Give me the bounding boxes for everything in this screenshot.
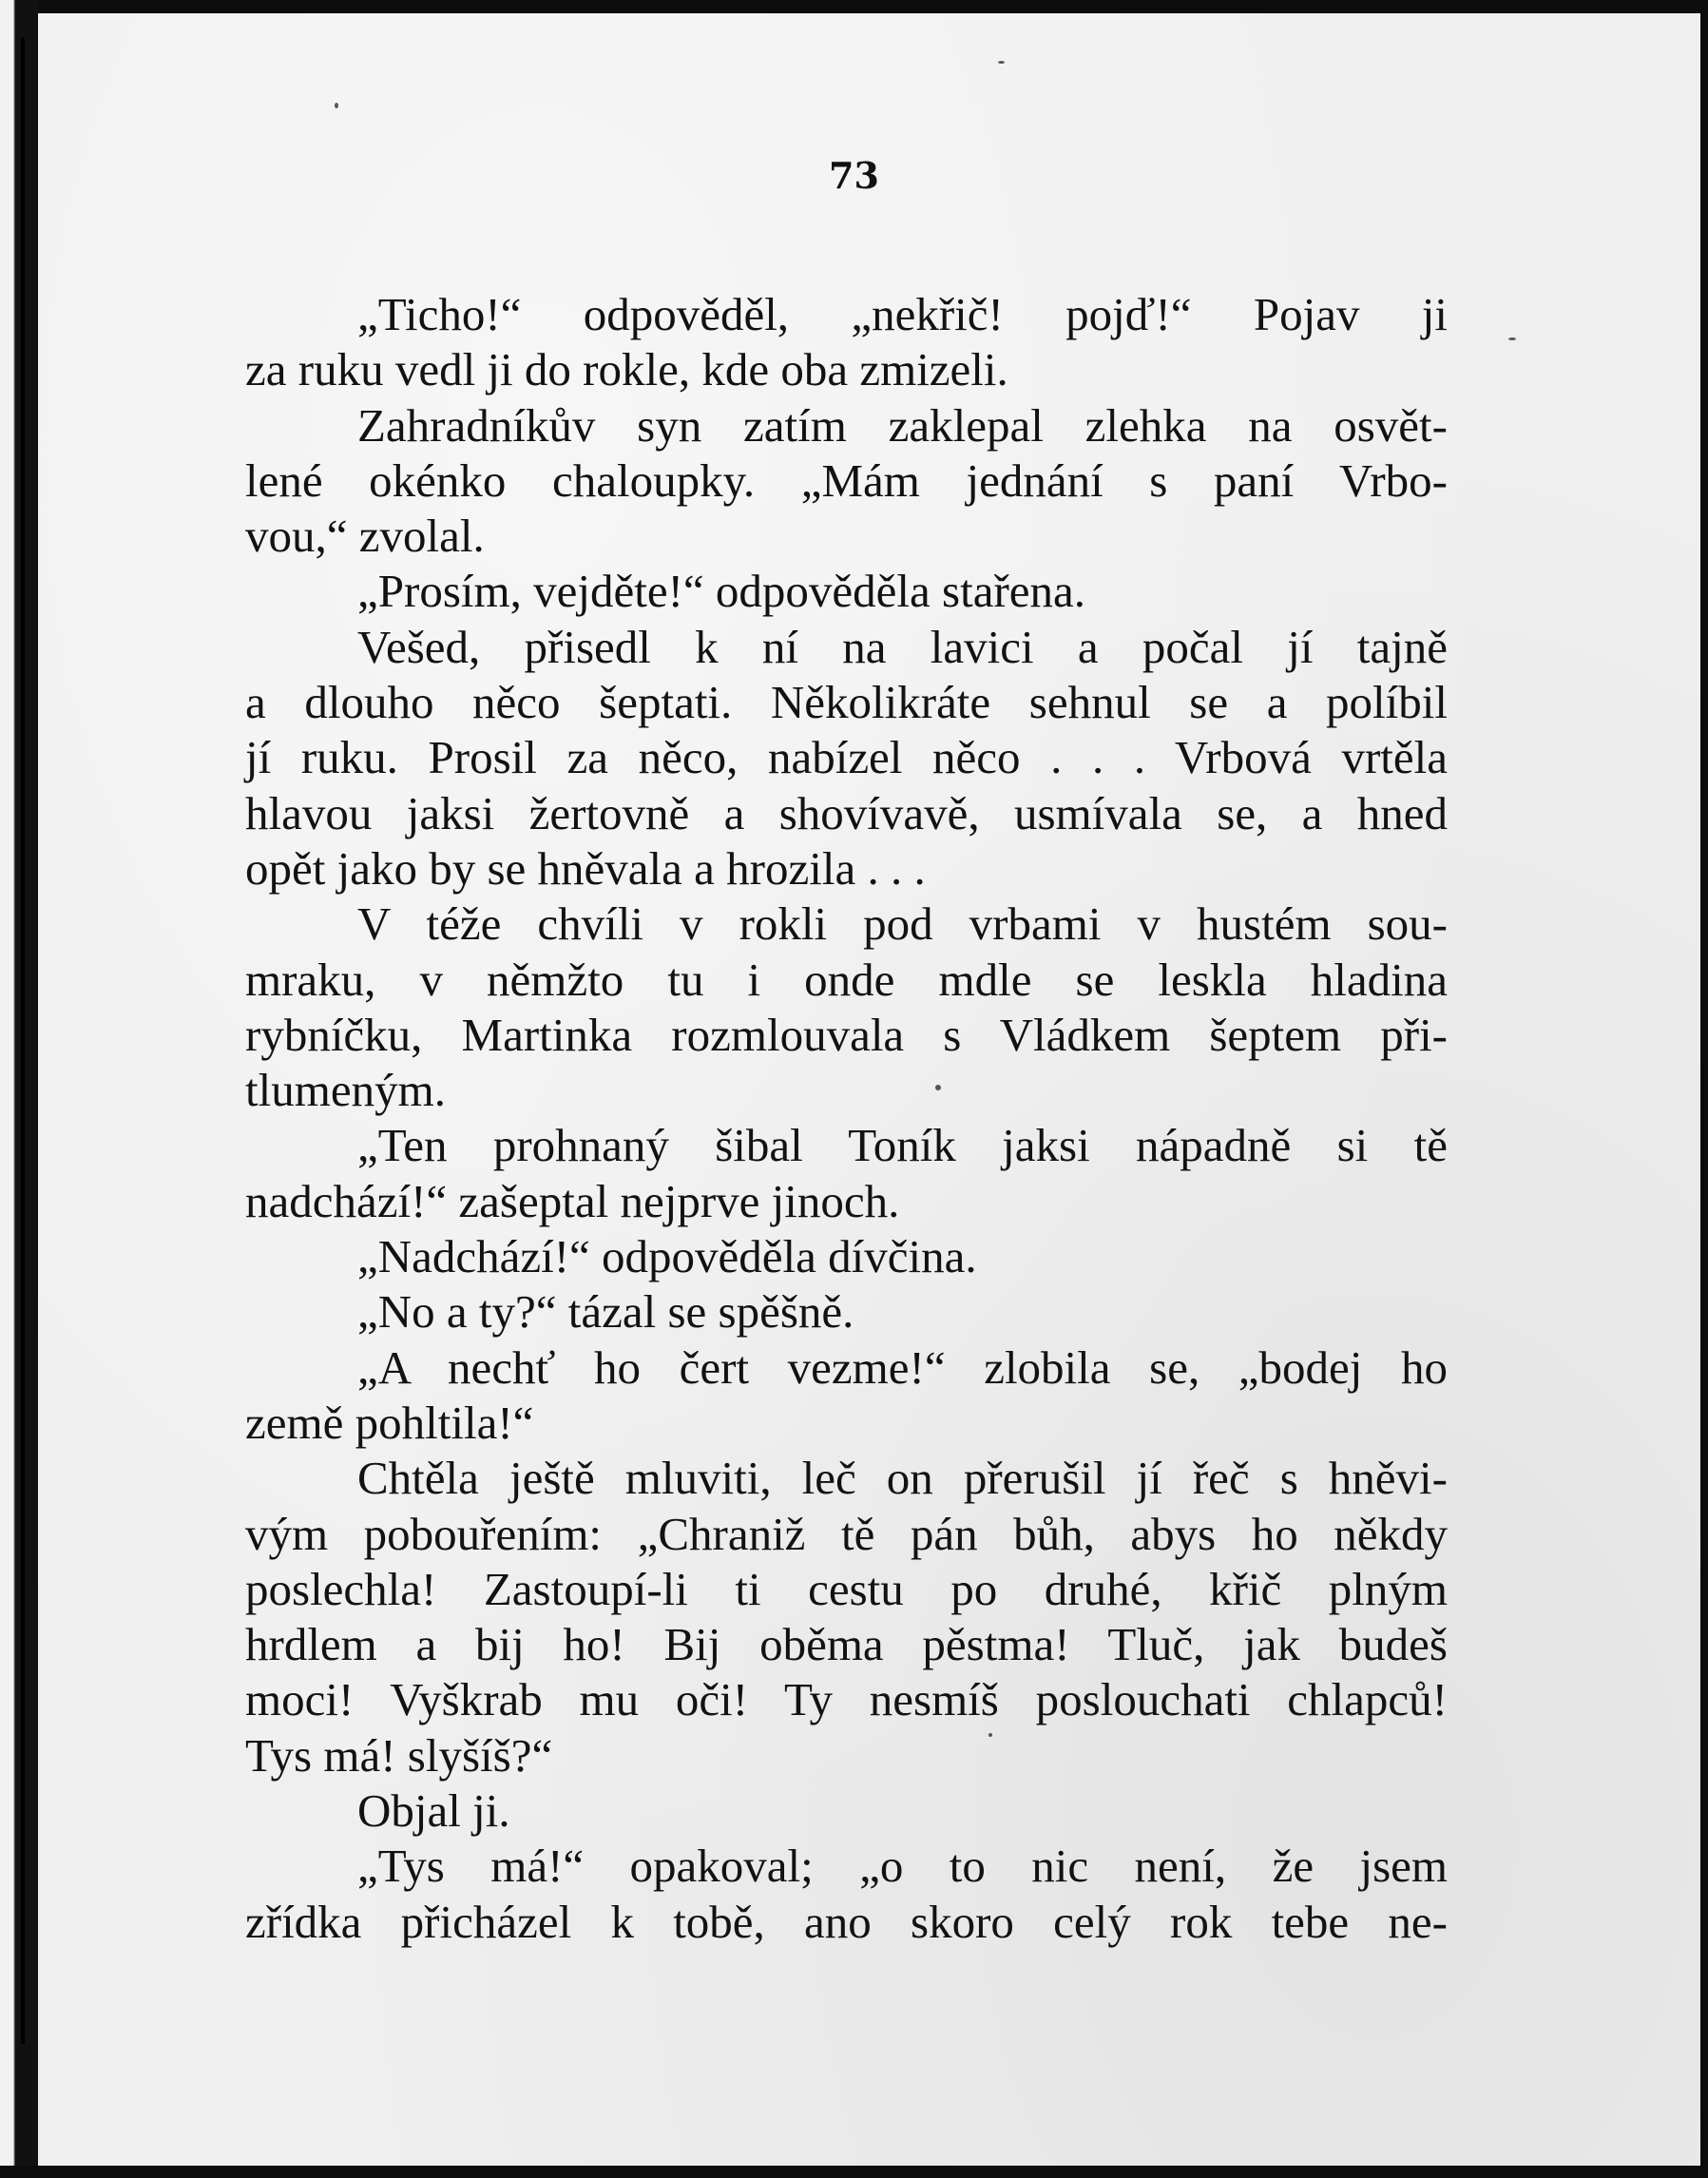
text-line: Tys má! slyšíš?“ <box>245 1728 553 1782</box>
text-line: „Ticho!“ odpověděl, „nekřič! pojď!“ Pojav ji <box>357 288 1448 340</box>
paper-speck <box>1508 337 1516 340</box>
text-line: a dlouho něco šeptati. Několikráte sehnul se a políbil <box>245 676 1448 729</box>
text-line: Vešed, přisedl k ní na lavici a počal jí tajně <box>357 620 1448 673</box>
text-line: lené okénko chaloupky. „Mám jednání s paní Vrbo- <box>245 453 1448 507</box>
text-line: hrdlem a bij ho! Bij oběma pěstma! Tluč, jak budeš <box>245 1618 1448 1671</box>
text-line: Objal ji. <box>357 1784 510 1838</box>
text-line: země pohltila!“ <box>245 1396 534 1449</box>
text-line: moci! Vyškrab mu oči! Ty nesmíš poslouchati chlapců! <box>245 1673 1448 1726</box>
text-line: „Nadchází!“ odpověděla dívčina. <box>357 1230 977 1283</box>
scan-border-right <box>1700 0 1708 2178</box>
scan-border-bottom <box>0 2166 1708 2178</box>
text-line: „Tys má!“ opakoval; „o to nic není, že jsem <box>357 1840 1448 1893</box>
scan-border-top <box>0 0 1708 13</box>
body-text <box>245 287 1448 1950</box>
text-line: Zahradníkův syn zatím zaklepal zlehka na osvět- <box>357 398 1448 452</box>
paper-speck <box>998 61 1005 64</box>
text-line: nadchází!“ zašeptal nejprve jinoch. <box>245 1174 900 1227</box>
text-line: „Prosím, vejděte!“ odpověděla stařena. <box>357 565 1086 618</box>
text-line: mraku, v němžto tu i onde mdle se leskla hladina <box>245 953 1448 1006</box>
text-line: hlavou jaksi žertovně a shovívavě, usmívala se, a hned <box>245 786 1448 839</box>
text-line: zřídka přicházel k tobě, ano skoro celý rok tebe ne- <box>245 1895 1448 1948</box>
paper-speck <box>935 1085 941 1090</box>
text-line: rybníčku, Martinka rozmlouvala s Vládkem šeptem při- <box>245 1008 1448 1061</box>
text-line: „Ten prohnaný šibal Toník jaksi nápadně si tě <box>357 1119 1448 1172</box>
text-line: „A nechť ho čert vezme!“ zlobila se, „bodej ho <box>357 1340 1448 1394</box>
text-line: Chtěla ještě mluviti, leč on přerušil jí řeč s hněvi- <box>357 1452 1448 1505</box>
paper-speck <box>988 1733 992 1737</box>
text-line: poslechla! Zastoupí-li ti cestu po druhé, křič plným <box>245 1562 1448 1615</box>
text-line: „No a ty?“ tázal se spěšně. <box>357 1285 854 1339</box>
page-number: 73 <box>829 154 879 197</box>
text-line: tlumeným. <box>245 1064 446 1117</box>
spine-edge <box>21 38 25 2044</box>
text-line: vou,“ zvolal. <box>245 510 485 563</box>
text-line: za ruku vedl ji do rokle, kde oba zmizeli. <box>245 343 1008 396</box>
text-line: vým pobouřením: „Chraniž tě pán bůh, abys ho někdy <box>245 1507 1448 1560</box>
text-line: V téže chvíli v rokli pod vrbami v hustém sou- <box>357 897 1448 951</box>
text-line: jí ruku. Prosil za něco, nabízel něco . . . Vrbová vrtěla <box>245 731 1448 784</box>
book-spine <box>0 0 38 2178</box>
paper-speck <box>335 103 338 108</box>
text-line: opět jako by se hněvala a hrozila . . . <box>245 841 926 895</box>
